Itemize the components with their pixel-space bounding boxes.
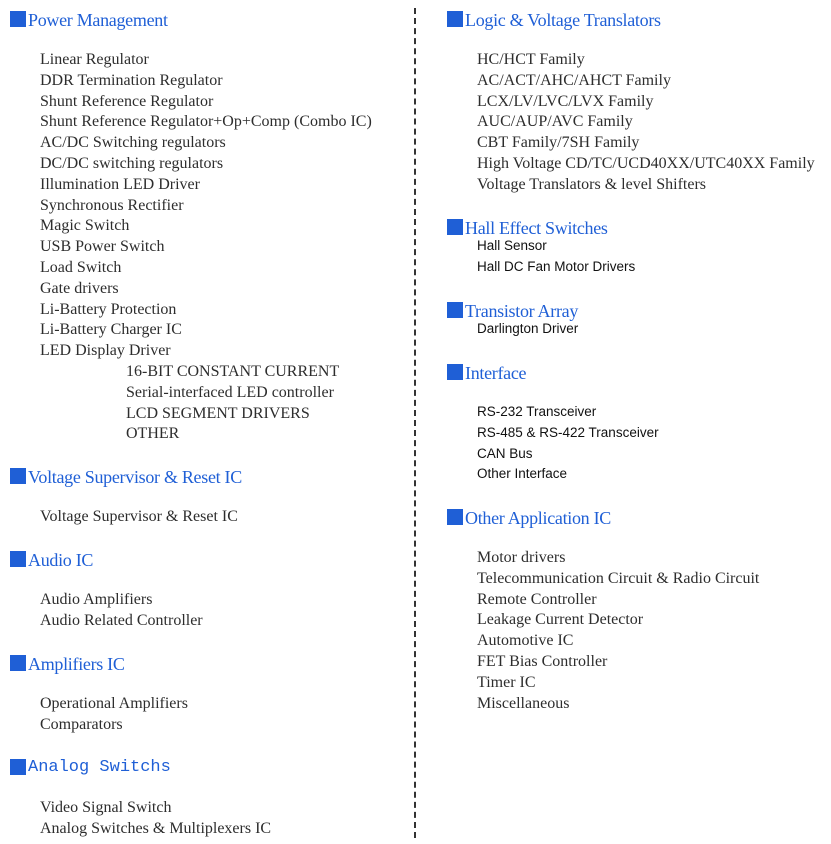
bullet-square-icon	[10, 11, 26, 27]
list-item[interactable]: HC/HCT Family	[477, 51, 585, 68]
list-item[interactable]: Analog Switches & Multiplexers IC	[40, 819, 272, 837]
sub-list-item[interactable]: OTHER	[126, 425, 180, 443]
list-item[interactable]: Voltage Supervisor & Reset IC	[40, 508, 238, 525]
list-item[interactable]: USB Power Switch	[40, 238, 165, 256]
list-item[interactable]: Hall Sensor	[477, 238, 547, 253]
list-item[interactable]: FET Bias Controller	[477, 652, 608, 670]
audio-ic-list	[40, 590, 203, 632]
list-item[interactable]: CBT Family/7SH Family	[477, 134, 640, 152]
interface-list	[477, 402, 659, 485]
list-item[interactable]: Voltage Translators & level Shifters	[477, 175, 707, 193]
column-divider	[414, 8, 416, 838]
bullet-square-icon	[10, 759, 26, 775]
sub-list-item[interactable]: Serial-interfaced LED controller	[126, 383, 334, 401]
heading-audio-ic[interactable]: Audio IC	[28, 550, 94, 570]
list-item[interactable]: LED Display Driver	[40, 342, 171, 360]
list-item[interactable]: Comparators	[40, 715, 123, 733]
list-item[interactable]: RS-485 & RS-422 Transceiver	[477, 424, 659, 440]
list-item[interactable]: DC/DC switching regulators	[40, 154, 224, 172]
list-item[interactable]: RS-232 Transceiver	[477, 404, 597, 419]
list-item[interactable]: Gate drivers	[40, 279, 119, 297]
heading-interface[interactable]: Interface	[465, 363, 527, 383]
amplifiers-ic-list	[40, 694, 188, 736]
bullet-square-icon	[447, 509, 463, 525]
heading-amplifiers-ic[interactable]: Amplifiers IC	[28, 654, 125, 674]
bullet-square-icon	[447, 219, 463, 235]
hall-effect-list	[477, 236, 635, 278]
bullet-square-icon	[447, 302, 463, 318]
list-item[interactable]: LCX/LV/LVC/LVX Family	[477, 92, 654, 110]
list-item[interactable]: Li-Battery Charger IC	[40, 321, 182, 339]
heading-power-management[interactable]: Power Management	[28, 10, 168, 30]
led-display-driver-sublist	[126, 362, 339, 445]
list-item[interactable]: AC/ACT/AHC/AHCT Family	[477, 71, 671, 89]
list-item[interactable]: DDR Termination Regulator	[40, 71, 223, 89]
list-item[interactable]: Shunt Reference Regulator+Op+Comp (Combo IC)	[40, 113, 372, 131]
list-item[interactable]: Linear Regulator	[40, 51, 149, 68]
heading-hall-effect[interactable]: Hall Effect Switches	[465, 218, 608, 238]
heading-analog-switchs[interactable]: Analog Switchs	[28, 758, 171, 777]
list-item[interactable]: Synchronous Rectifier	[40, 196, 184, 214]
power-management-list	[40, 50, 372, 362]
list-item[interactable]: Audio Amplifiers	[40, 591, 153, 608]
bullet-square-icon	[10, 468, 26, 484]
list-item[interactable]: Motor drivers	[477, 549, 566, 566]
list-item[interactable]: Leakage Current Detector	[477, 611, 644, 629]
bullet-square-icon	[10, 551, 26, 567]
list-item[interactable]: AUC/AUP/AVC Family	[477, 113, 633, 131]
list-item[interactable]: Operational Amplifiers	[40, 695, 188, 712]
heading-logic-translators[interactable]: Logic & Voltage Translators	[465, 10, 661, 30]
list-item[interactable]: Video Signal Switch	[40, 799, 172, 816]
bullet-square-icon	[447, 364, 463, 380]
list-item[interactable]: Timer IC	[477, 673, 536, 691]
sub-list-item[interactable]: LCD SEGMENT DRIVERS	[126, 404, 310, 422]
list-item[interactable]: Load Switch	[40, 258, 122, 276]
voltage-supervisor-list	[40, 507, 238, 528]
transistor-array-list	[477, 319, 578, 340]
bullet-square-icon	[10, 655, 26, 671]
list-item[interactable]: Audio Related Controller	[40, 611, 203, 629]
list-item[interactable]: Hall DC Fan Motor Drivers	[477, 258, 636, 274]
bullet-square-icon	[447, 11, 463, 27]
list-item[interactable]: CAN Bus	[477, 445, 533, 461]
list-item[interactable]: High Voltage CD/TC/UCD40XX/UTC40XX Family	[477, 154, 815, 172]
list-item[interactable]: Li-Battery Protection	[40, 300, 177, 318]
list-item[interactable]: Automotive IC	[477, 632, 574, 650]
heading-transistor-array[interactable]: Transistor Array	[465, 301, 579, 321]
list-item[interactable]: Illumination LED Driver	[40, 175, 200, 193]
list-item[interactable]: AC/DC Switching regulators	[40, 134, 226, 152]
list-item[interactable]: Miscellaneous	[477, 694, 570, 712]
sub-list-item[interactable]: 16-BIT CONSTANT CURRENT	[126, 363, 340, 380]
list-item[interactable]: Darlington Driver	[477, 321, 579, 336]
heading-other-application[interactable]: Other Application IC	[465, 508, 611, 528]
analog-switchs-list	[40, 798, 271, 840]
heading-voltage-supervisor[interactable]: Voltage Supervisor & Reset IC	[28, 467, 242, 487]
logic-translators-list	[477, 50, 815, 196]
list-item[interactable]: Shunt Reference Regulator	[40, 92, 214, 110]
other-application-list	[477, 548, 759, 714]
list-item[interactable]: Magic Switch	[40, 217, 130, 235]
list-item[interactable]: Telecommunication Circuit & Radio Circuit	[477, 569, 760, 587]
list-item[interactable]: Other Interface	[477, 466, 568, 482]
list-item[interactable]: Remote Controller	[477, 590, 597, 608]
